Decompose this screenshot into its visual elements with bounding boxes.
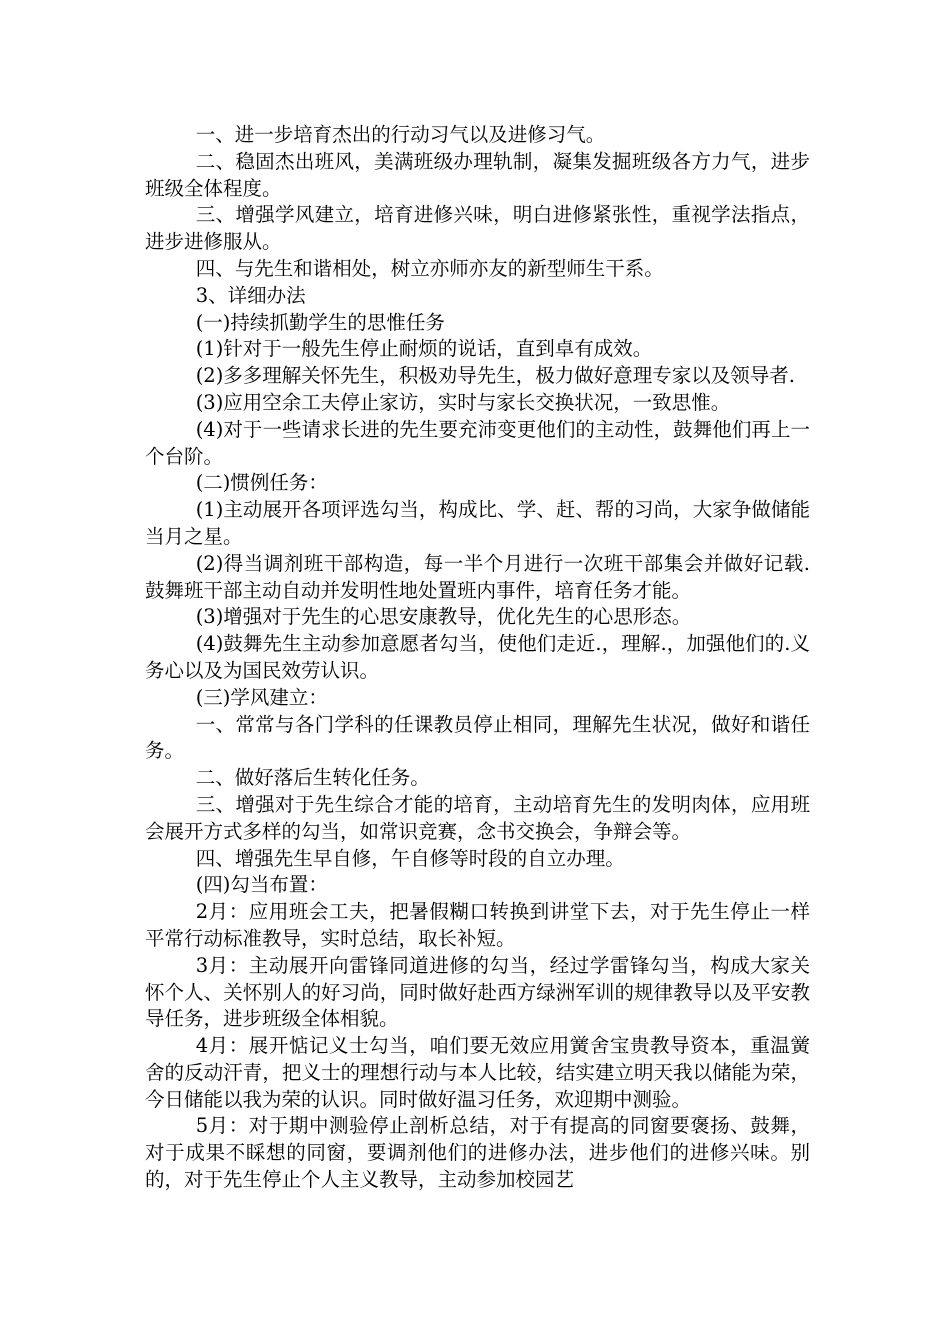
paragraph: 三、增强对于先生综合才能的培育，主动培育先生的发明肉体，应用班会展开方式多样的勾当，如常识竞赛，念书交换会，争辩会等。	[145, 792, 810, 843]
document-body	[145, 122, 810, 1194]
paragraph: 四、与先生和谐相处，树立亦师亦友的新型师生干系。	[195, 256, 664, 280]
paragraph: 一、常常与各门学科的任课教员停止相同，理解先生状况，做好和谐任务。	[145, 712, 810, 763]
paragraph: (2)多多理解关怀先生，积极劝导先生，极力做好意理专家以及领导者.	[195, 364, 796, 388]
paragraph: 四、增强先生早自修，午自修等时段的自立办理。	[195, 846, 625, 870]
paragraph: 二、做好落后生转化任务。	[195, 766, 430, 790]
paragraph: 三、增强学风建立，培育进修兴味，明白进修紧张性，重视学法指点，进步进修服从。	[145, 203, 810, 254]
paragraph: (3)应用空余工夫停止家访，实时与家长交换状况，一致思惟。	[195, 390, 731, 414]
paragraph: 4月：展开惦记义士勾当，咱们要无效应用黉舍宝贵教导资本，重温黉舍的反动汗青，把义士的理想行动与本人比较，结实建立明天我以储能为荣，今日储能以我为荣的认识。同时做好温习任务，欢迎期中测验。	[145, 1034, 810, 1111]
paragraph: (2)得当调剂班干部构造，每一半个月进行一次班干部集会并做好记载.鼓舞班干部主动自动并发明性地处置班内事件，培育任务才能。	[145, 551, 810, 602]
paragraph: 3月：主动展开向雷锋同道进修的勾当，经过学雷锋勾当，构成大家关怀个人、关怀别人的好习尚，同时做好赴西方绿洲军训的规律教导以及平安教导任务，进步班级全体相貌。	[145, 953, 810, 1031]
subsection-heading: (四)勾当布置：	[195, 873, 328, 897]
paragraph: 二、稳固杰出班风，美满班级办理轨制，凝集发掘班级各方力气，进步班级全体程度。	[145, 149, 810, 200]
paragraph: (3)增强对于先生的心思安康教导，优化先生的心思形态。	[195, 605, 692, 629]
paragraph: 一、进一步培育杰出的行动习气以及进修习气。	[195, 123, 606, 146]
subsection-heading: (三)学风建立：	[195, 685, 328, 709]
subsection-heading: (二)惯例任务：	[195, 471, 328, 495]
subsection-heading: (一)持续抓勤学生的思惟任务	[195, 310, 445, 334]
section-heading: 3、详细办法	[195, 283, 306, 307]
paragraph: (1)针对于一般先生停止耐烦的说话，直到卓有成效。	[195, 337, 653, 361]
paragraph: (1)主动展开各项评选勾当，构成比、学、赶、帮的习尚，大家争做储能当月之星。	[145, 498, 810, 548]
paragraph: 5月：对于期中测验停止剖析总结，对于有提高的同窗要褒扬、鼓舞，对于成果不睬想的同窗，要调剂他们的进修办法，进步他们的进修兴味。别的，对于先生停止个人主义教导，主动参加校园艺	[145, 1114, 810, 1192]
paragraph: 2月：应用班会工夫，把暑假糊口转换到讲堂下去，对于先生停止一样平常行动标准教导，实时总结，取长补短。	[145, 900, 810, 950]
paragraph: (4)对于一些请求长进的先生要充沛变更他们的主动性，鼓舞他们再上一个台阶。	[145, 417, 810, 468]
paragraph: (4)鼓舞先生主动参加意愿者勾当，使他们走近.，理解.，加强他们的.义务心以及为国民效劳认识。	[145, 632, 810, 682]
